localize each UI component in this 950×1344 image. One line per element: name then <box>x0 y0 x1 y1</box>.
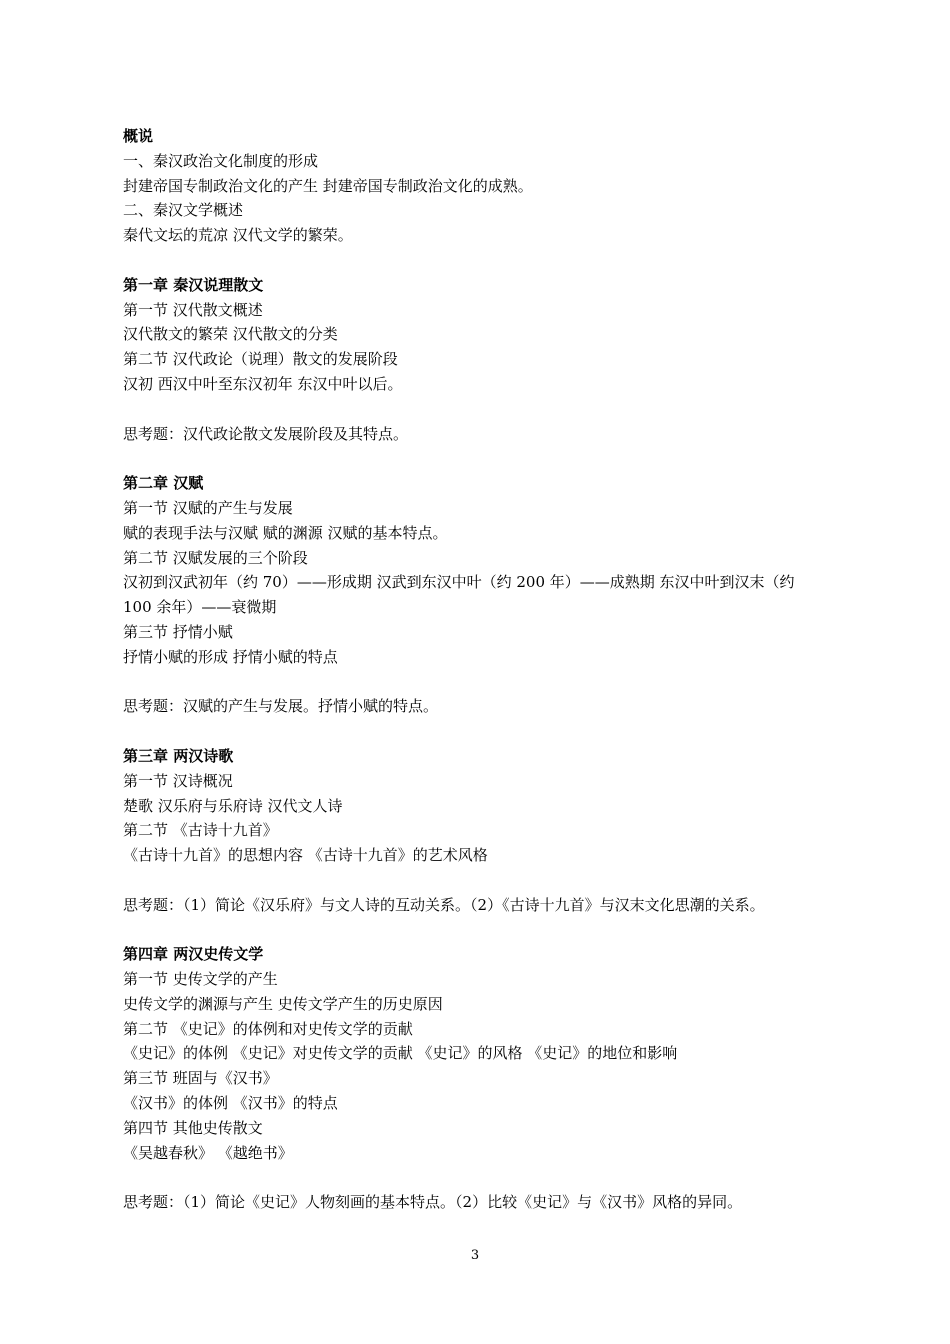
text-line: 汉初 西汉中叶至东汉初年 东汉中叶以后。 <box>123 374 403 393</box>
text-line: 思考题：（1）简论《汉乐府》与文人诗的互动关系。（2）《古诗十九首》与汉末文化思潮的关系。 <box>123 895 765 914</box>
blank-line <box>123 446 843 471</box>
text-line: 第一节 汉代散文概述 <box>123 300 263 319</box>
text-line: 第一节 汉赋的产生与发展 <box>123 498 293 517</box>
text-line: 《古诗十九首》的思想内容 《古诗十九首》的艺术风格 <box>123 846 488 865</box>
blank-line <box>123 397 843 422</box>
blank-line <box>123 248 843 273</box>
text-line: 秦代文坛的荒凉 汉代文学的繁荣。 <box>123 226 353 245</box>
blank-line <box>123 918 843 943</box>
text-line: 史传文学的渊源与产生 史传文学产生的历史原因 <box>123 994 443 1013</box>
text-line: 第一节 史传文学的产生 <box>123 970 278 989</box>
text-line: 二、秦汉文学概述 <box>123 201 244 220</box>
text-line: 第一节 汉诗概况 <box>123 771 233 790</box>
text-line: 楚歌 汉乐府与乐府诗 汉代文人诗 <box>123 796 343 815</box>
blank-line <box>123 1165 843 1190</box>
text-line: 第二节 汉代政论（说理）散文的发展阶段 <box>123 350 398 369</box>
text-line: 100 余年）——衰微期 <box>123 598 277 617</box>
text-line: 第二节 《古诗十九首》 <box>123 821 278 840</box>
text-line: 第三节 抒情小赋 <box>123 622 233 641</box>
text-line: 思考题：汉代政论散文发展阶段及其特点。 <box>123 424 409 443</box>
text-line: 封建帝国专制政治文化的产生 封建帝国专制政治文化的成熟。 <box>123 176 533 195</box>
text-line: 汉初到汉武初年（约 70）——形成期 汉武到东汉中叶（约 200 年）——成熟期 东汉中叶到汉末（约 <box>123 573 795 592</box>
text-line: 第四节 其他史传散文 <box>123 1118 263 1137</box>
text-line: 第二节 《史记》的体例和对史传文学的贡献 <box>123 1019 413 1038</box>
document-body <box>123 124 843 1215</box>
text-line: 汉代散文的繁荣 汉代散文的分类 <box>123 325 338 344</box>
blank-line <box>123 670 843 695</box>
chapter-heading: 第四章 两汉史传文学 <box>123 945 264 964</box>
text-line: 《史记》的体例 《史记》对史传文学的贡献 《史记》的风格 《史记》的地位和影响 <box>123 1044 678 1063</box>
chapter-heading: 概说 <box>123 127 154 145</box>
text-line: 思考题：汉赋的产生与发展。抒情小赋的特点。 <box>123 697 439 716</box>
text-line: 第三节 班固与《汉书》 <box>123 1069 278 1088</box>
blank-line <box>123 719 843 744</box>
text-line: 一、秦汉政治文化制度的形成 <box>123 151 319 170</box>
text-line: 《汉书》的体例 《汉书》的特点 <box>123 1094 338 1113</box>
text-line: 抒情小赋的形成 抒情小赋的特点 <box>123 647 338 666</box>
page-number: 3 <box>470 1248 480 1263</box>
chapter-heading: 第三章 两汉诗歌 <box>123 746 234 765</box>
text-line: 赋的表现手法与汉赋 赋的渊源 汉赋的基本特点。 <box>123 523 448 542</box>
chapter-heading: 第一章 秦汉说理散文 <box>123 275 264 294</box>
text-line: 《吴越春秋》 《越绝书》 <box>123 1143 293 1162</box>
chapter-heading: 第二章 汉赋 <box>123 474 204 493</box>
text-line: 第二节 汉赋发展的三个阶段 <box>123 548 308 567</box>
text-line: 思考题：（1）简论《史记》人物刻画的基本特点。（2）比较《史记》与《汉书》风格的异同。 <box>123 1193 743 1212</box>
blank-line <box>123 868 843 893</box>
